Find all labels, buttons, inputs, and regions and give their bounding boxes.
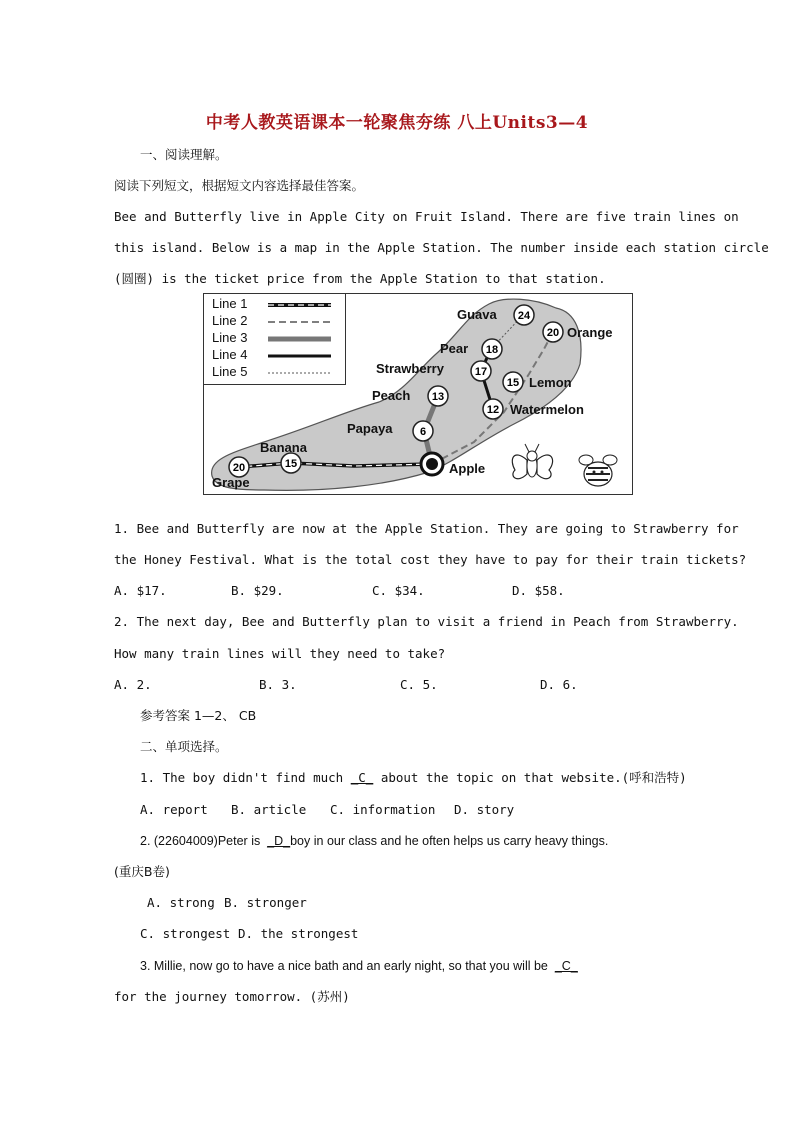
s2-text-post: boy in our class and he often helps us carry heavy things. xyxy=(290,834,609,848)
section1-heading: 一、阅读理解。 xyxy=(140,147,228,162)
legend-line2-label: Line 2 xyxy=(212,313,248,328)
section2-heading: 二、单项选择。 xyxy=(140,739,228,754)
grape-price: 20 xyxy=(232,462,246,474)
apple-station-core xyxy=(426,458,438,470)
s1-answer-blank: _C_ xyxy=(350,770,374,785)
bee-icon xyxy=(579,455,617,486)
papaya-price: 6 xyxy=(419,426,427,438)
passage-line-1: Bee and Butterfly live in Apple City on Fruit Island. There are five train lines on xyxy=(114,209,739,224)
s2-option-a: A. strong xyxy=(147,895,215,910)
apple-label: Apple xyxy=(449,461,486,476)
q1-option-c: C. $34. xyxy=(372,583,425,598)
legend-line5-label: Line 5 xyxy=(212,364,248,379)
pear-label: Pear xyxy=(440,341,469,356)
banana-label: Banana xyxy=(260,440,307,455)
s3-text-pre: 3. Millie, now go to have a nice bath and an early night, so that you will be xyxy=(140,959,555,973)
papaya-label: Papaya xyxy=(347,421,393,436)
grape-label: Grape xyxy=(212,475,250,490)
watermelon-label: Watermelon xyxy=(510,402,584,417)
s2-line xyxy=(140,833,608,849)
pear-price: 18 xyxy=(485,344,499,356)
answer-key: 参考答案 1—2、 CB xyxy=(140,708,257,723)
guava-label: Guava xyxy=(457,307,497,322)
q1-option-a: A. $17. xyxy=(114,583,167,598)
q1-line-2: the Honey Festival. What is the total cost they have to pay for their train tickets? xyxy=(114,552,747,567)
strawberry-price: 17 xyxy=(474,366,488,378)
legend-line4-label: Line 4 xyxy=(212,347,248,362)
s1-option-b: B. article xyxy=(231,802,307,817)
s3-line-2: for the journey tomorrow. (苏州) xyxy=(114,989,350,1004)
q2-option-d: D. 6. xyxy=(540,677,578,692)
s1-text-post: about the topic on that website.(呼和浩特) xyxy=(373,770,687,785)
q2-line-1: 2. The next day, Bee and Butterfly plan to visit a friend in Peach from Strawberry. xyxy=(114,614,739,629)
orange-label: Orange xyxy=(567,325,613,340)
lemon-label: Lemon xyxy=(529,375,572,390)
legend-swatches xyxy=(204,294,345,384)
guava-price: 24 xyxy=(517,310,531,322)
q2-option-a: A. 2. xyxy=(114,677,152,692)
s1-option-a: A. report xyxy=(140,802,208,817)
train-map xyxy=(203,293,633,495)
s2-line-2: (重庆B卷) xyxy=(114,864,170,879)
legend-line3-label: Line 3 xyxy=(212,330,248,345)
s3-line xyxy=(140,958,578,974)
s2-answer-blank: _D_ xyxy=(267,834,291,848)
orange-price: 20 xyxy=(546,327,560,339)
s2-text-pre: 2. (22604009)Peter is xyxy=(140,834,268,848)
q2-option-c: C. 5. xyxy=(400,677,438,692)
s2-option-d: D. the strongest xyxy=(238,926,359,941)
page-title: 中考人教英语课本一轮聚焦夯练 八上Units3—4 xyxy=(205,113,589,133)
s1-line xyxy=(140,770,687,786)
lemon-price: 15 xyxy=(506,377,520,389)
q2-option-b: B. 3. xyxy=(259,677,297,692)
s2-option-b: B. stronger xyxy=(224,895,307,910)
s1-option-d: D. story xyxy=(454,802,515,817)
watermelon-price: 12 xyxy=(486,404,500,416)
q1-option-d: D. $58. xyxy=(512,583,565,598)
peach-label: Peach xyxy=(372,388,411,403)
s1-option-c: C. information xyxy=(330,802,436,817)
legend-line1-label: Line 1 xyxy=(212,296,248,311)
peach-price: 13 xyxy=(431,391,445,403)
passage-line-2: this island. Below is a map in the Apple Station. The number inside each station circle xyxy=(114,240,769,255)
map-legend xyxy=(204,294,346,385)
s2-option-c: C. strongest xyxy=(140,926,231,941)
banana-price: 15 xyxy=(284,458,298,470)
passage-line-3: (圆圈) is the ticket price from the Apple Station to that station. xyxy=(114,271,606,286)
q1-line-1: 1. Bee and Butterfly are now at the Apple Station. They are going to Strawberry for xyxy=(114,521,739,536)
strawberry-label: Strawberry xyxy=(376,361,444,376)
butterfly-icon xyxy=(512,444,552,479)
q2-line-2: How many train lines will they need to take? xyxy=(114,646,446,661)
s3-answer-blank: _C_ xyxy=(554,959,578,973)
s1-text-pre: 1. The boy didn't find much xyxy=(140,770,351,785)
q1-option-b: B. $29. xyxy=(231,583,284,598)
section1-instruction: 阅读下列短文，根据短文内容选择最佳答案。 xyxy=(114,178,365,193)
